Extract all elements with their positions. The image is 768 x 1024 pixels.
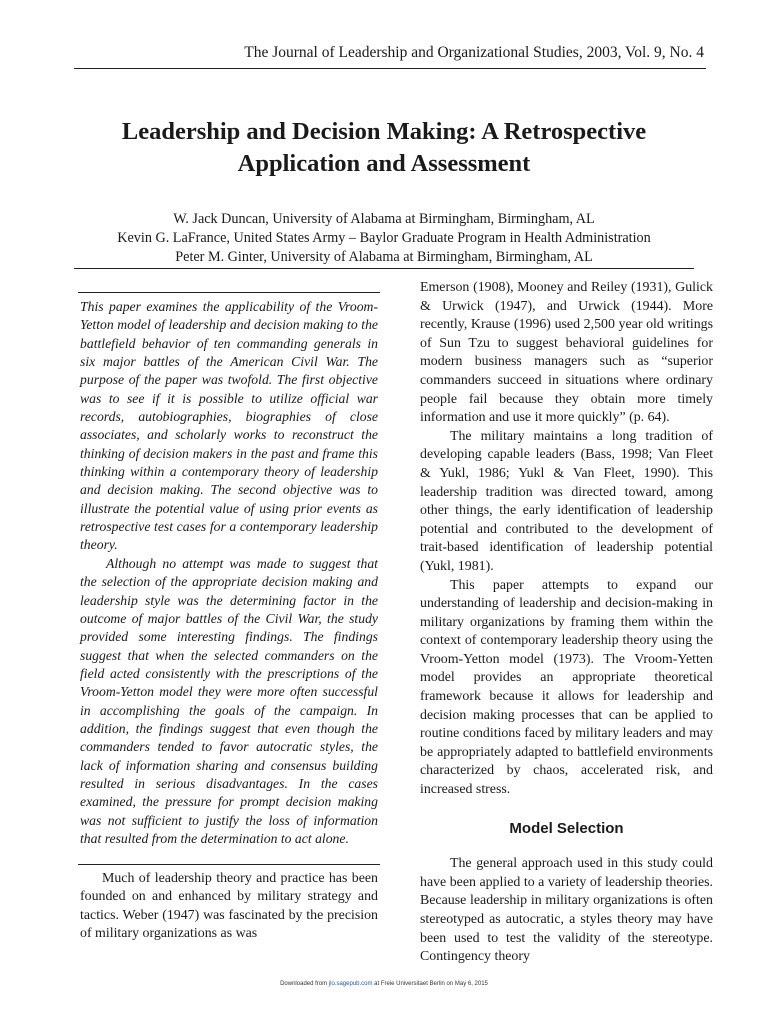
right-column	[420, 279, 713, 967]
paper-title	[60, 116, 708, 180]
footer-link[interactable]: jlo.sagepub.com	[328, 981, 373, 987]
footer-prefix: Downloaded from	[280, 981, 328, 987]
intro-paragraph: Much of leadership theory and practice has been founded on and enhanced by military strategy and tactics. Weber (1947) was fascinated by the precision of military organizations as was	[80, 871, 378, 942]
footer-suffix: at Freie Universitaet Berlin on May 6, 2015	[374, 981, 488, 987]
abstract-rule-bottom	[78, 864, 380, 865]
author-list	[60, 210, 708, 267]
abstract-rule-top	[78, 292, 380, 293]
body-paragraph-3: This paper attempts to expand our understanding of leadership and decision-making in military organizations by framing them within the context of contemporary leadership theory using the Vroom-Yetton model (1973). The Vroom-Yetten model provides an appropriate theoretical framework because it allows for leadership and decision making processes that can be applied to routine conditions faced by military leaders and may be appropriately adapted to battlefield environments characterized by chaos, accelerated risk, and increased stress.	[420, 577, 713, 798]
author-1: W. Jack Duncan, University of Alabama at Birmingham, Birmingham, AL	[173, 211, 595, 227]
body-paragraph-2: The military maintains a long tradition of developing capable leaders (Bass, 1998; Van Fleet & Yukl, 1986; Yukl & Van Fleet, 1990). This leadership tradition was directed toward, among other things, the early identification of leadership potential and contributed to the development of trait-based identification of leadership potential (Yukl, 1981).	[420, 428, 713, 574]
author-2: Kevin G. LaFrance, United States Army – Baylor Graduate Program in Health Administration	[117, 230, 651, 246]
abstract-paragraph-1: This paper examines the applicability of the Vroom-Yetton model of leadership and decision making to the battlefield behavior of ten commanding generals in six major battles of the American Civil War. The purpose of the paper was twofold. The first objective was to see if it is possible to utilize official war records, autobiographies, biographies of close associates, and scholarly works to reconstruct the thinking of decision makers in the past and frame this thinking within a contemporary theory of leadership and decision making. The second objective was to illustrate the potential value of using prior events as retrospective test cases for a contemporary leadership theory.	[80, 299, 378, 553]
title-line-1: Leadership and Decision Making: A Retrospective	[121, 118, 647, 145]
download-footer	[0, 981, 768, 987]
author-3: Peter M. Ginter, University of Alabama at Birmingham, Birmingham, AL	[175, 249, 593, 265]
section-heading: Model Selection	[509, 819, 624, 837]
abstract-paragraph-2: Although no attempt was made to suggest that the selection of the appropriate decision making and leadership style was the determining factor in the outcome of major battles of the Civil War, the study provided some interesting findings. The findings suggest that when the selected commanders on the field acted consistently with the prescriptions of the Vroom-Yetton model they were more often successful in accomplishing the goals of the campaign. In addition, the findings suggest that even though the commanders tended to favor autocratic styles, the lack of information sharing and consensus building resulted in serious disadvantages. In the cases examined, the pressure for prompt decision making was not sufficient to justify the loss of information that resulted from the determination to act alone.	[80, 555, 378, 846]
journal-header: The Journal of Leadership and Organizational Studies, 2003, Vol. 9, No. 4	[244, 44, 704, 61]
body-paragraph-1: Emerson (1908), Mooney and Reiley (1931), Gulick & Urwick (1947), and Urwick (1944). More recently, Krause (1996) used 2,500 year old writings of Sun Tzu to suggest behavioral guidelines for modern business managers such as “superior commanders succeed in situations where ordinary people fail because they obtain more timely information and use it more quickly” (p. 64).	[420, 280, 713, 426]
header-rule	[74, 68, 706, 69]
title-line-2: Application and Assessment	[237, 150, 531, 177]
authors-rule	[74, 268, 694, 269]
body-paragraph-4: The general approach used in this study could have been applied to a variety of leadership theories. Because leadership in military organizations is often stereotyped as autocratic, a styles theory may have been used to test the validity of the stereotype. Contingency theory	[420, 856, 713, 965]
abstract	[80, 298, 378, 848]
